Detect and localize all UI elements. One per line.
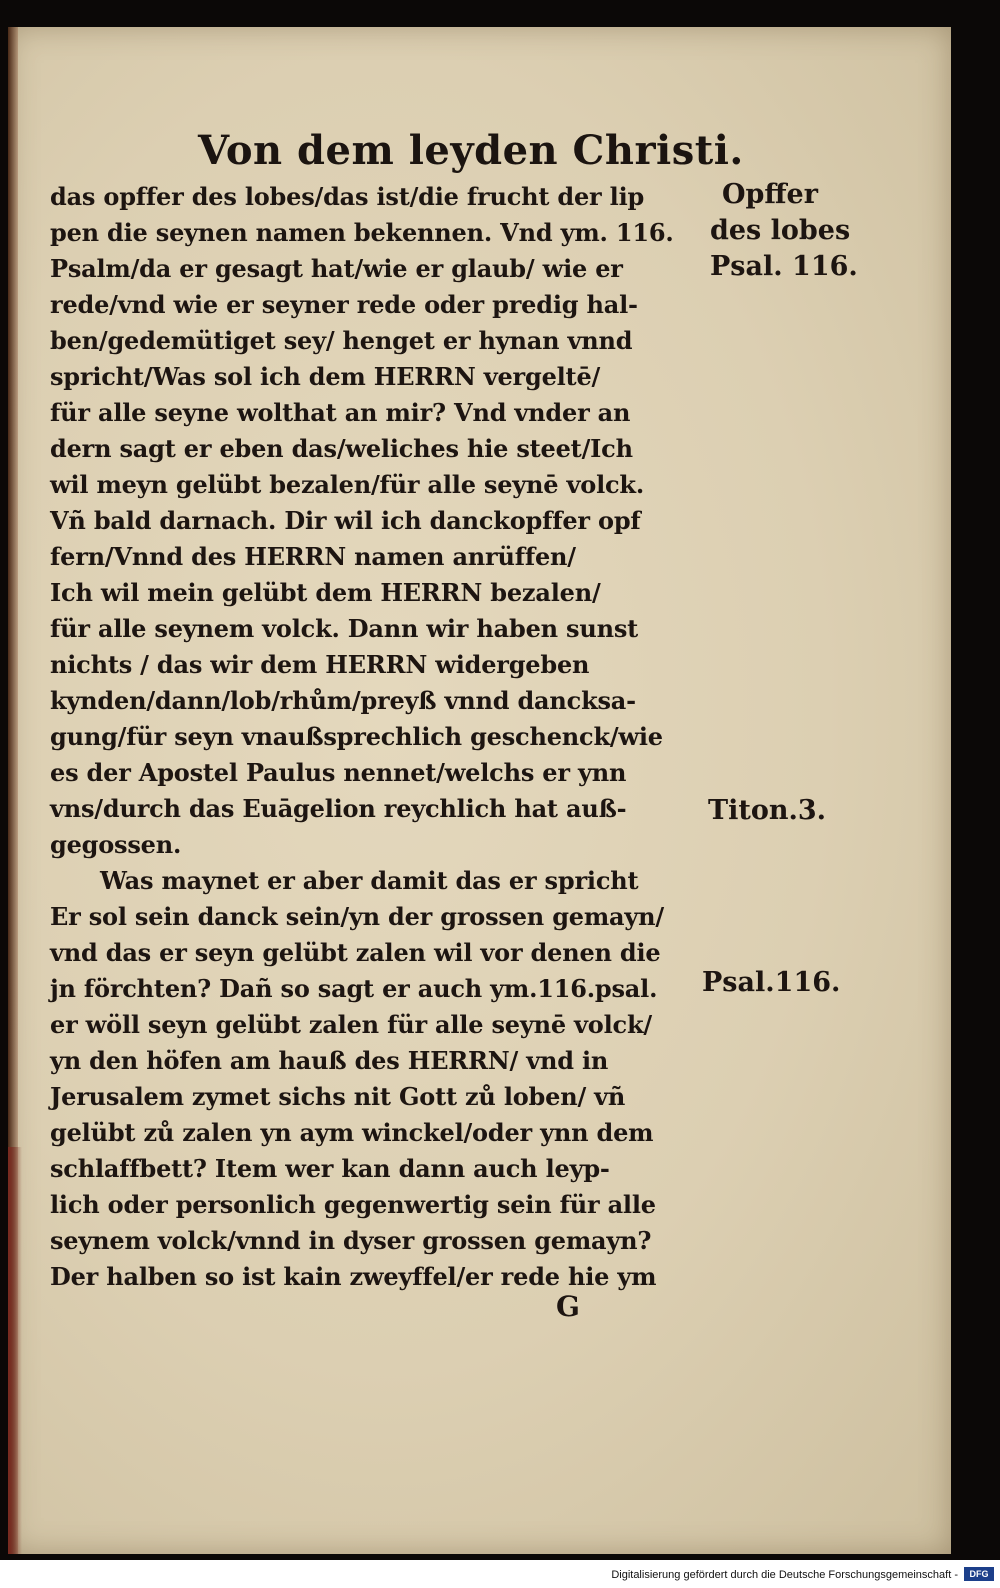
text-line: gelübt zů zalen yn aym winckel/oder ynn dem [50,1118,654,1147]
text-line: Er sol sein danck sein/yn der grossen gemayn/ [50,902,664,931]
text-line: ben/gedemütiget sey/ henget er hynan vnnd [50,326,633,355]
text-line: spricht/Was sol ich dem HERRN vergeltē/ [50,362,601,391]
text-line: dern sagt er eben das/weliches hie steet/Ich [50,434,633,463]
text-line: Der halben so ist kain zweyffel/er rede hie ym [50,1262,657,1291]
text-line: für alle seynem volck. Dann wir haben sunst [50,614,639,643]
text-line: Jerusalem zymet sichs nit Gott zů loben/ vñ [50,1082,626,1111]
text-line: das opffer des lobes/das ist/die frucht der lip [50,182,645,211]
text-line: gegossen. [50,830,182,859]
catchword: G [556,1290,580,1323]
text-line: schlaffbett? Item wer kan dann auch leyp- [50,1154,610,1183]
book-page [8,27,951,1554]
margin-note: Opffer [722,179,818,210]
text-line: für alle seyne wolthat an mir? Vnd vnder an [50,398,631,427]
margin-note: Titon.3. [708,795,827,826]
text-line: lich oder personlich gegenwertig sein für alle [50,1190,656,1219]
margin-note: Psal. 116. [710,251,858,282]
text-line: Was maynet er aber damit das er spricht [100,866,639,895]
text-line: es der Apostel Paulus nennet/welchs er ynn [50,758,627,787]
dfg-logo: DFG [964,1567,994,1581]
text-line: jn förchten? Dañ so sagt er auch ym.116.psal. [50,974,658,1003]
text-line: vnd das er seyn gelübt zalen wil vor denen die [50,938,661,967]
text-line: yn den höfen am hauß des HERRN/ vnd in [50,1046,609,1075]
text-line: vns/durch das Euāgelion reychlich hat auß- [50,794,627,823]
text-line: gung/für seyn vnaußsprechlich geschenck/wie [50,722,663,751]
footer [0,1560,1000,1588]
text-line: seynem volck/vnnd in dyser grossen gemayn? [50,1226,652,1255]
text-line: rede/vnd wie er seyner rede oder predig hal- [50,290,638,319]
text-line: er wöll seyn gelübt zalen für alle seynē volck/ [50,1010,652,1039]
text-line: nichts / das wir dem HERRN widergeben [50,650,590,679]
page-edge-stain [8,1147,22,1554]
text-line: pen die seynen namen bekennen. Vnd ym. 116. [50,218,674,247]
text-line: wil meyn gelübt bezalen/für alle seynē volck. [50,470,644,499]
text-line: fern/Vnnd des HERRN namen anrüffen/ [50,542,576,571]
text-line: Vñ bald darnach. Dir wil ich danckopffer opf [50,506,641,535]
margin-note: Psal.116. [702,967,841,998]
funding-credit: Digitalisierung gefördert durch die Deutsche Forschungsgemeinschaft - [611,1569,958,1581]
text-line: kynden/dann/lob/rhům/preyß vnnd dancksa- [50,686,636,715]
running-head: Von dem leyden Christi. [198,127,744,174]
margin-note: des lobes [710,215,851,246]
text-line: Psalm/da er gesagt hat/wie er glaub/ wie er [50,254,623,283]
text-line: Ich wil mein gelübt dem HERRN bezalen/ [50,578,601,607]
